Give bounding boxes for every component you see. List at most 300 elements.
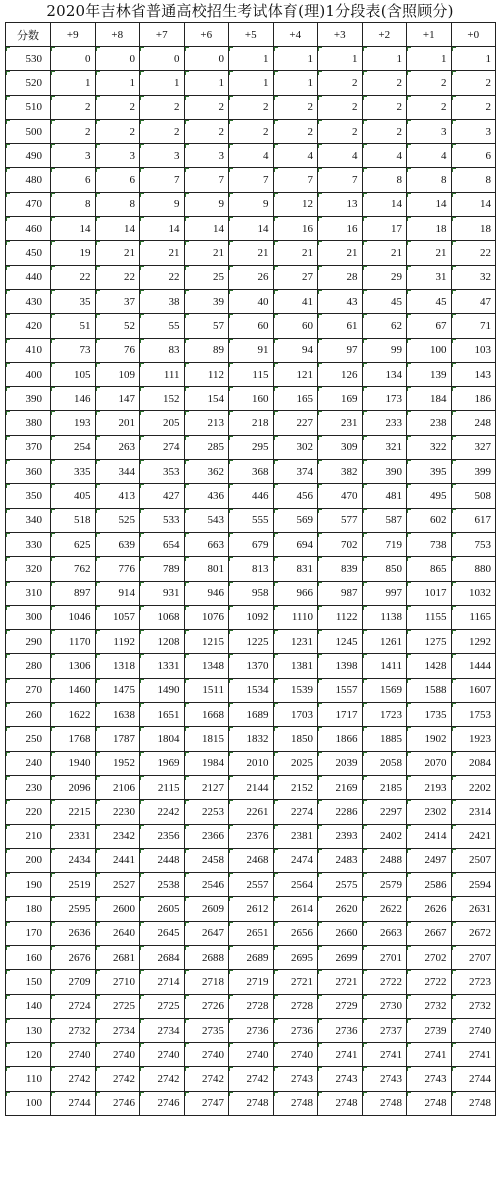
count-cell: 14 (140, 217, 185, 241)
count-cell: 413 (95, 484, 140, 508)
count-cell: 2314 (451, 800, 496, 824)
score-cell: 390 (6, 387, 51, 411)
count-cell: 2722 (407, 970, 452, 994)
count-cell: 61 (318, 314, 363, 338)
count-cell: 1318 (95, 654, 140, 678)
count-cell: 2 (229, 119, 274, 143)
count-cell: 2557 (229, 873, 274, 897)
count-cell: 2253 (184, 800, 229, 824)
count-cell: 89 (184, 338, 229, 362)
count-cell: 1735 (407, 703, 452, 727)
column-header-offset: +8 (95, 23, 140, 47)
count-cell: 2039 (318, 751, 363, 775)
count-cell: 2519 (51, 873, 96, 897)
score-cell: 150 (6, 970, 51, 994)
count-cell: 719 (362, 532, 407, 556)
table-row (6, 508, 496, 532)
table-header-row (6, 23, 496, 47)
count-cell: 2684 (140, 945, 185, 969)
count-cell: 2748 (407, 1091, 452, 1115)
table-row (6, 557, 496, 581)
count-cell: 1381 (273, 654, 318, 678)
count-cell: 1076 (184, 605, 229, 629)
table-row (6, 47, 496, 71)
count-cell: 2297 (362, 800, 407, 824)
score-cell: 190 (6, 873, 51, 897)
table-row (6, 703, 496, 727)
score-cell: 460 (6, 217, 51, 241)
count-cell: 14 (95, 217, 140, 241)
count-cell: 2 (407, 71, 452, 95)
count-cell: 2448 (140, 848, 185, 872)
count-cell: 2736 (318, 1018, 363, 1042)
count-cell: 1 (184, 71, 229, 95)
count-cell: 2458 (184, 848, 229, 872)
table-row (6, 289, 496, 313)
count-cell: 436 (184, 484, 229, 508)
count-cell: 533 (140, 508, 185, 532)
column-header-offset: +1 (407, 23, 452, 47)
count-cell: 1 (95, 71, 140, 95)
score-cell: 520 (6, 71, 51, 95)
count-cell: 2721 (318, 970, 363, 994)
count-cell: 121 (273, 362, 318, 386)
score-cell: 220 (6, 800, 51, 824)
count-cell: 2575 (318, 873, 363, 897)
count-cell: 2746 (95, 1091, 140, 1115)
table-row (6, 241, 496, 265)
count-cell: 2 (184, 95, 229, 119)
count-cell: 2640 (95, 921, 140, 945)
count-cell: 2656 (273, 921, 318, 945)
count-cell: 2595 (51, 897, 96, 921)
table-row (6, 338, 496, 362)
count-cell: 2579 (362, 873, 407, 897)
count-cell: 2393 (318, 824, 363, 848)
count-cell: 2622 (362, 897, 407, 921)
count-cell: 8 (51, 192, 96, 216)
count-cell: 193 (51, 411, 96, 435)
count-cell: 2748 (273, 1091, 318, 1115)
count-cell: 1689 (229, 703, 274, 727)
score-cell: 510 (6, 95, 51, 119)
count-cell: 2645 (140, 921, 185, 945)
score-cell: 260 (6, 703, 51, 727)
count-cell: 94 (273, 338, 318, 362)
count-cell: 2651 (229, 921, 274, 945)
count-cell: 2 (451, 71, 496, 95)
count-cell: 1923 (451, 727, 496, 751)
count-cell: 2699 (318, 945, 363, 969)
count-cell: 2740 (273, 1043, 318, 1067)
count-cell: 40 (229, 289, 274, 313)
count-cell: 1110 (273, 605, 318, 629)
count-cell: 9 (184, 192, 229, 216)
count-cell: 1348 (184, 654, 229, 678)
count-cell: 73 (51, 338, 96, 362)
count-cell: 2741 (407, 1043, 452, 1067)
count-cell: 8 (95, 192, 140, 216)
count-cell: 679 (229, 532, 274, 556)
count-cell: 1225 (229, 630, 274, 654)
count-cell: 2010 (229, 751, 274, 775)
count-cell: 663 (184, 532, 229, 556)
count-cell: 2743 (318, 1067, 363, 1091)
count-cell: 543 (184, 508, 229, 532)
count-cell: 2202 (451, 775, 496, 799)
count-cell: 26 (229, 265, 274, 289)
score-cell: 110 (6, 1067, 51, 1091)
count-cell: 1 (362, 47, 407, 71)
count-cell: 254 (51, 435, 96, 459)
table-row (6, 824, 496, 848)
count-cell: 958 (229, 581, 274, 605)
score-cell: 340 (6, 508, 51, 532)
count-cell: 1 (407, 47, 452, 71)
count-cell: 13 (318, 192, 363, 216)
count-cell: 0 (184, 47, 229, 71)
count-cell: 3 (184, 144, 229, 168)
count-cell: 2742 (95, 1067, 140, 1091)
count-cell: 2742 (229, 1067, 274, 1091)
count-cell: 2488 (362, 848, 407, 872)
count-cell: 263 (95, 435, 140, 459)
count-cell: 2744 (51, 1091, 96, 1115)
count-cell: 2468 (229, 848, 274, 872)
count-cell: 353 (140, 460, 185, 484)
count-cell: 14 (362, 192, 407, 216)
count-cell: 1534 (229, 678, 274, 702)
count-cell: 1588 (407, 678, 452, 702)
count-cell: 2743 (362, 1067, 407, 1091)
count-cell: 2342 (95, 824, 140, 848)
count-cell: 2106 (95, 775, 140, 799)
count-cell: 1638 (95, 703, 140, 727)
count-cell: 1444 (451, 654, 496, 678)
count-cell: 22 (451, 241, 496, 265)
count-cell: 173 (362, 387, 407, 411)
count-cell: 2741 (451, 1043, 496, 1067)
count-cell: 321 (362, 435, 407, 459)
count-cell: 1832 (229, 727, 274, 751)
count-cell: 1723 (362, 703, 407, 727)
count-cell: 103 (451, 338, 496, 362)
count-cell: 2 (273, 119, 318, 143)
count-cell: 1804 (140, 727, 185, 751)
count-cell: 28 (318, 265, 363, 289)
count-cell: 2507 (451, 848, 496, 872)
count-cell: 2726 (184, 994, 229, 1018)
count-cell: 21 (140, 241, 185, 265)
count-cell: 14 (451, 192, 496, 216)
count-cell: 2743 (407, 1067, 452, 1091)
count-cell: 946 (184, 581, 229, 605)
count-cell: 2739 (407, 1018, 452, 1042)
table-row (6, 387, 496, 411)
count-cell: 1 (140, 71, 185, 95)
count-cell: 2 (318, 119, 363, 143)
count-cell: 3 (51, 144, 96, 168)
count-cell: 865 (407, 557, 452, 581)
score-cell: 280 (6, 654, 51, 678)
count-cell: 2414 (407, 824, 452, 848)
count-cell: 2728 (273, 994, 318, 1018)
count-cell: 1398 (318, 654, 363, 678)
count-cell: 2215 (51, 800, 96, 824)
count-cell: 801 (184, 557, 229, 581)
count-cell: 525 (95, 508, 140, 532)
count-cell: 2740 (140, 1043, 185, 1067)
count-cell: 2730 (362, 994, 407, 1018)
count-cell: 508 (451, 484, 496, 508)
count-cell: 813 (229, 557, 274, 581)
score-cell: 120 (6, 1043, 51, 1067)
count-cell: 2497 (407, 848, 452, 872)
count-cell: 1275 (407, 630, 452, 654)
count-cell: 309 (318, 435, 363, 459)
count-cell: 7 (273, 168, 318, 192)
count-cell: 1940 (51, 751, 96, 775)
count-cell: 3 (95, 144, 140, 168)
page-title: 2020年吉林省普通高校招生考试体育(理)1分段表(含照顾分) (46, 2, 454, 20)
score-cell: 160 (6, 945, 51, 969)
count-cell: 1 (318, 47, 363, 71)
table-row (6, 1067, 496, 1091)
count-cell: 1231 (273, 630, 318, 654)
count-cell: 2 (95, 119, 140, 143)
score-cell: 470 (6, 192, 51, 216)
table-row (6, 994, 496, 1018)
count-cell: 21 (407, 241, 452, 265)
count-cell: 2728 (229, 994, 274, 1018)
table-row (6, 144, 496, 168)
count-cell: 1651 (140, 703, 185, 727)
table-row (6, 873, 496, 897)
table-row (6, 411, 496, 435)
count-cell: 2 (140, 119, 185, 143)
count-cell: 2719 (229, 970, 274, 994)
score-cell: 410 (6, 338, 51, 362)
count-cell: 2741 (362, 1043, 407, 1067)
count-cell: 285 (184, 435, 229, 459)
count-cell: 327 (451, 435, 496, 459)
count-cell: 2740 (184, 1043, 229, 1067)
count-cell: 702 (318, 532, 363, 556)
count-cell: 2707 (451, 945, 496, 969)
count-cell: 2230 (95, 800, 140, 824)
count-cell: 2 (140, 95, 185, 119)
count-cell: 738 (407, 532, 452, 556)
count-cell: 2612 (229, 897, 274, 921)
count-cell: 91 (229, 338, 274, 362)
count-cell: 2676 (51, 945, 96, 969)
count-cell: 1984 (184, 751, 229, 775)
count-cell: 2748 (362, 1091, 407, 1115)
count-cell: 1539 (273, 678, 318, 702)
count-cell: 2 (51, 119, 96, 143)
score-cell: 400 (6, 362, 51, 386)
count-cell: 16 (318, 217, 363, 241)
count-cell: 21 (184, 241, 229, 265)
count-cell: 165 (273, 387, 318, 411)
count-cell: 12 (273, 192, 318, 216)
count-cell: 1331 (140, 654, 185, 678)
count-cell: 1 (273, 71, 318, 95)
count-cell: 21 (95, 241, 140, 265)
count-cell: 184 (407, 387, 452, 411)
count-cell: 2 (407, 95, 452, 119)
count-cell: 233 (362, 411, 407, 435)
count-cell: 1092 (229, 605, 274, 629)
table-row (6, 435, 496, 459)
count-cell: 112 (184, 362, 229, 386)
count-cell: 302 (273, 435, 318, 459)
count-cell: 2115 (140, 775, 185, 799)
table-row (6, 581, 496, 605)
count-cell: 2261 (229, 800, 274, 824)
count-cell: 2376 (229, 824, 274, 848)
count-cell: 7 (318, 168, 363, 192)
table-row (6, 897, 496, 921)
count-cell: 2564 (273, 873, 318, 897)
count-cell: 1138 (362, 605, 407, 629)
count-cell: 1475 (95, 678, 140, 702)
count-cell: 160 (229, 387, 274, 411)
table-row (6, 1018, 496, 1042)
count-cell: 2626 (407, 897, 452, 921)
count-cell: 405 (51, 484, 96, 508)
count-cell: 789 (140, 557, 185, 581)
count-cell: 31 (407, 265, 452, 289)
table-row (6, 921, 496, 945)
table-row (6, 727, 496, 751)
score-cell: 230 (6, 775, 51, 799)
count-cell: 1032 (451, 581, 496, 605)
column-header-offset: +2 (362, 23, 407, 47)
score-cell: 440 (6, 265, 51, 289)
score-cell: 270 (6, 678, 51, 702)
count-cell: 1607 (451, 678, 496, 702)
count-cell: 55 (140, 314, 185, 338)
count-cell: 1490 (140, 678, 185, 702)
count-cell: 0 (95, 47, 140, 71)
count-cell: 115 (229, 362, 274, 386)
count-cell: 2025 (273, 751, 318, 775)
count-cell: 100 (407, 338, 452, 362)
count-cell: 495 (407, 484, 452, 508)
count-cell: 8 (451, 168, 496, 192)
count-cell: 762 (51, 557, 96, 581)
count-cell: 35 (51, 289, 96, 313)
count-cell: 2586 (407, 873, 452, 897)
score-cell: 350 (6, 484, 51, 508)
count-cell: 2748 (318, 1091, 363, 1115)
score-table (5, 22, 496, 1116)
table-row (6, 168, 496, 192)
count-cell: 2732 (51, 1018, 96, 1042)
score-cell: 210 (6, 824, 51, 848)
count-cell: 1511 (184, 678, 229, 702)
count-cell: 9 (229, 192, 274, 216)
count-cell: 362 (184, 460, 229, 484)
count-cell: 2605 (140, 897, 185, 921)
count-cell: 456 (273, 484, 318, 508)
count-cell: 1569 (362, 678, 407, 702)
count-cell: 2734 (140, 1018, 185, 1042)
count-cell: 1768 (51, 727, 96, 751)
count-cell: 2474 (273, 848, 318, 872)
count-cell: 41 (273, 289, 318, 313)
count-cell: 154 (184, 387, 229, 411)
count-cell: 2 (318, 95, 363, 119)
count-cell: 1717 (318, 703, 363, 727)
count-cell: 1 (273, 47, 318, 71)
count-cell: 2748 (451, 1091, 496, 1115)
table-row (6, 970, 496, 994)
count-cell: 395 (407, 460, 452, 484)
score-cell: 320 (6, 557, 51, 581)
table-row (6, 460, 496, 484)
count-cell: 1969 (140, 751, 185, 775)
count-cell: 109 (95, 362, 140, 386)
count-cell: 831 (273, 557, 318, 581)
count-cell: 146 (51, 387, 96, 411)
count-cell: 2729 (318, 994, 363, 1018)
count-cell: 32 (451, 265, 496, 289)
count-cell: 147 (95, 387, 140, 411)
count-cell: 8 (362, 168, 407, 192)
score-cell: 450 (6, 241, 51, 265)
count-cell: 83 (140, 338, 185, 362)
count-cell: 4 (229, 144, 274, 168)
count-cell: 850 (362, 557, 407, 581)
count-cell: 14 (51, 217, 96, 241)
count-cell: 2084 (451, 751, 496, 775)
count-cell: 2736 (229, 1018, 274, 1042)
table-row (6, 265, 496, 289)
score-cell: 370 (6, 435, 51, 459)
count-cell: 2667 (407, 921, 452, 945)
count-cell: 2302 (407, 800, 452, 824)
count-cell: 587 (362, 508, 407, 532)
table-row (6, 678, 496, 702)
count-cell: 1306 (51, 654, 96, 678)
count-cell: 22 (95, 265, 140, 289)
count-cell: 57 (184, 314, 229, 338)
count-cell: 2274 (273, 800, 318, 824)
count-cell: 2144 (229, 775, 274, 799)
count-cell: 880 (451, 557, 496, 581)
count-cell: 1215 (184, 630, 229, 654)
count-cell: 518 (51, 508, 96, 532)
count-cell: 2722 (362, 970, 407, 994)
count-cell: 2434 (51, 848, 96, 872)
count-cell: 470 (318, 484, 363, 508)
count-cell: 1622 (51, 703, 96, 727)
count-cell: 639 (95, 532, 140, 556)
count-cell: 2609 (184, 897, 229, 921)
count-cell: 2736 (273, 1018, 318, 1042)
count-cell: 1292 (451, 630, 496, 654)
table-row (6, 945, 496, 969)
score-cell: 130 (6, 1018, 51, 1042)
count-cell: 213 (184, 411, 229, 435)
score-cell: 140 (6, 994, 51, 1018)
score-cell: 480 (6, 168, 51, 192)
count-cell: 931 (140, 581, 185, 605)
count-cell: 2127 (184, 775, 229, 799)
count-cell: 322 (407, 435, 452, 459)
